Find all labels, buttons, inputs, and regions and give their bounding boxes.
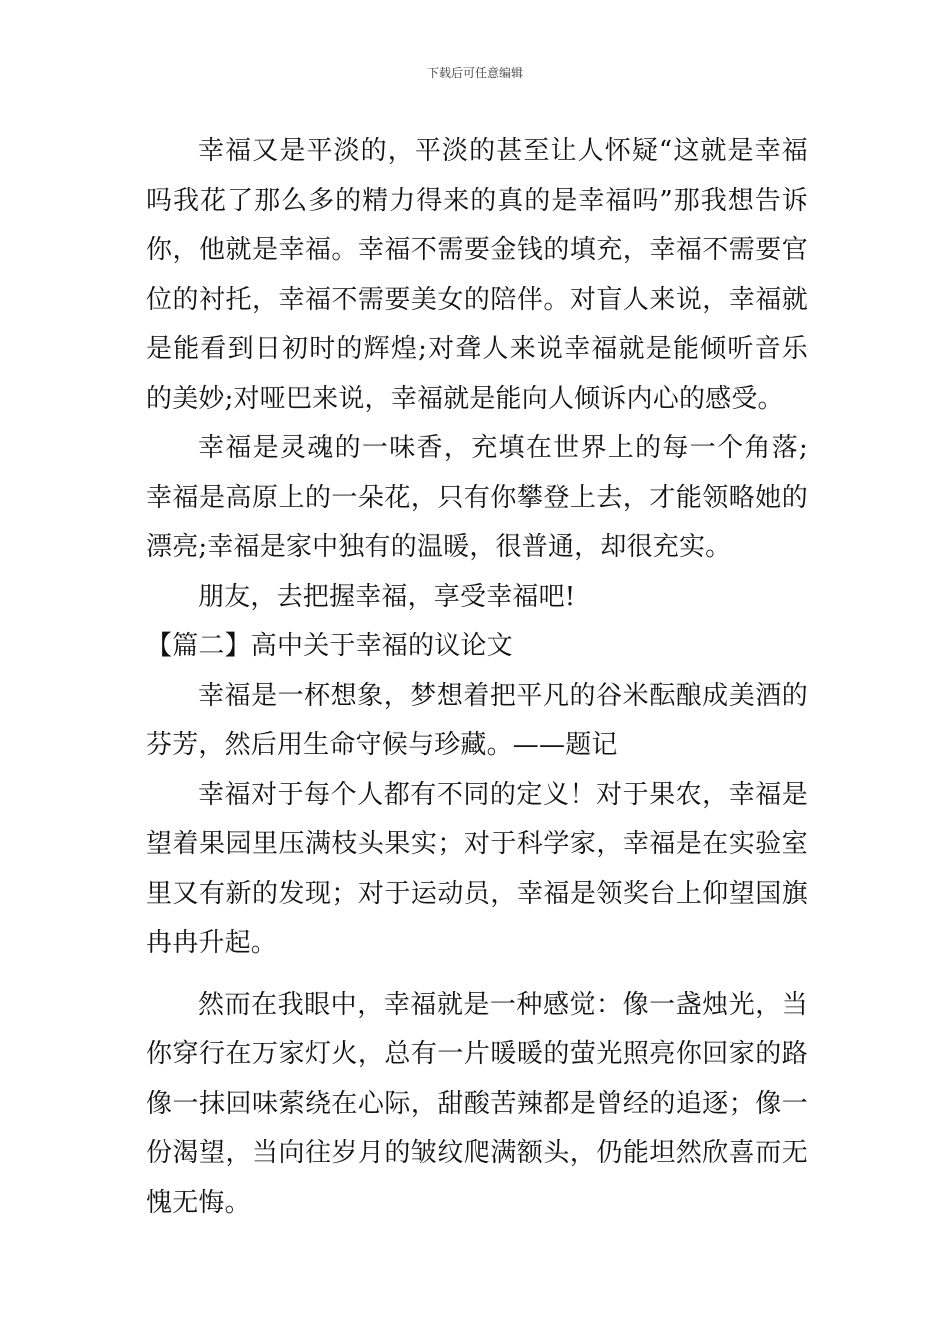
paragraph-2: 幸福是灵魂的一味香，充填在世界上的每一个角落;幸福是高原上的一朵花，只有你攀登上去，才能领略她的漂亮;幸福是家中独有的温暖，很普通，却很充实。 [146,433,808,562]
epigraph-paragraph: 幸福是一杯想象，梦想着把平凡的谷米酝酿成美酒的芬芳，然后用生命守候与珍藏。——题记 [146,680,808,760]
paragraph-3: 朋友，去把握幸福，享受幸福吧! [198,581,576,612]
paragraph-1: 幸福又是平淡的，平淡的甚至让人怀疑“这就是幸福吗我花了那么多的精力得来的真的是幸福吗”那我想告诉你，他就是幸福。幸福不需要金钱的填充，幸福不需要官位的衬托，幸福不需要美女的陪伴。对盲人来说，幸福就是能看到日初时的辉煌;对聋人来说幸福就是能倾听音乐的美妙;对哑巴来说，幸福就是能向人倾诉内心的感受。 [146,136,808,414]
section-heading: 【篇二】高中关于幸福的议论文 [146,631,513,661]
document-body [146,127,808,1228]
paragraph-6: 然而在我眼中，幸福就是一种感觉：像一盏烛光，当你穿行在万家灯火，总有一片暖暖的萤光照亮你回家的路像一抹回味萦绕在心际，甜酸苦辣都是曾经的追逐；像一份渴望，当向往岁月的皱纹爬满额头，仍能坦然欣喜而无愧无悔。 [146,989,808,1218]
paragraph-5: 幸福对于每个人都有不同的定义！对于果农，幸福是望着果园里压满枝头果实；对于科学家，幸福是在实验室里又有新的发现；对于运动员，幸福是领奖台上仰望国旗冉冉升起。 [146,779,808,958]
page-header: 下载后可任意编辑 [426,66,523,80]
